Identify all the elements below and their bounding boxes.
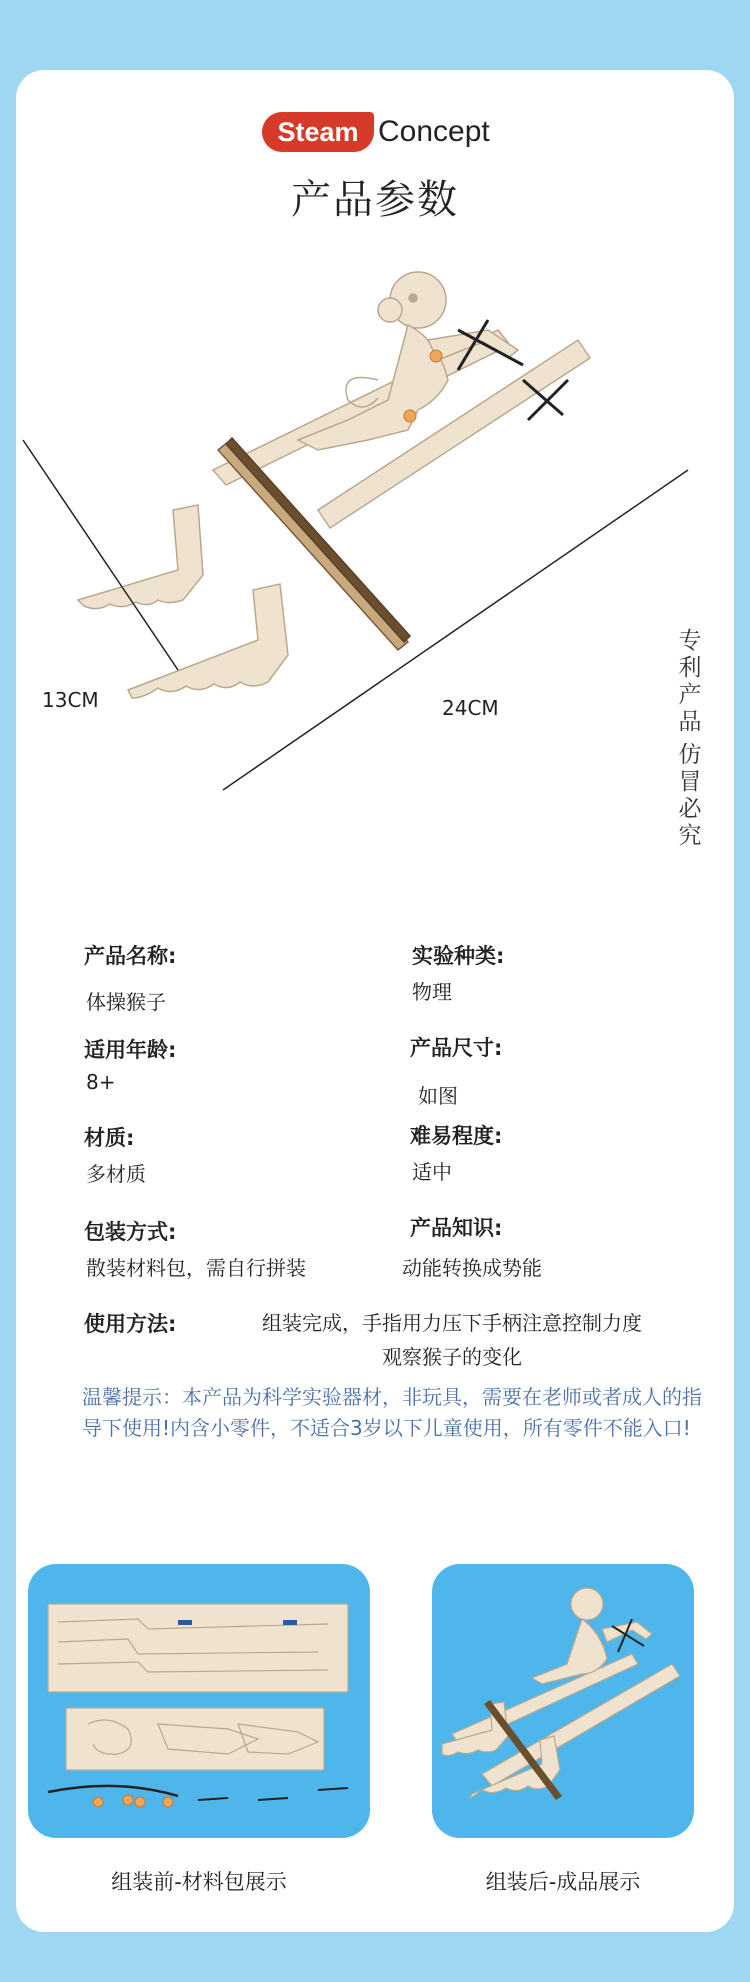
brand-logo <box>262 112 502 156</box>
patent-char: 专 <box>678 628 702 654</box>
spec-material-label: 材质: <box>84 1126 135 1150</box>
patent-note <box>676 628 704 850</box>
product-illustration <box>18 270 698 810</box>
spec-type-label: 实验种类: <box>412 944 505 968</box>
usage-label: 使用方法: <box>84 1312 177 1336</box>
dimension-width: 13CM <box>42 688 99 712</box>
patent-char: 利 <box>678 655 702 681</box>
spec-knowledge-value: 动能转换成势能 <box>402 1256 542 1280</box>
page-title: 产品参数 <box>291 177 459 223</box>
patent-char: 仿 <box>678 742 702 768</box>
spec-age-label: 适用年龄: <box>84 1038 177 1062</box>
spec-size-label: 产品尺寸: <box>410 1036 503 1060</box>
brand-steam: Steam <box>262 112 374 152</box>
patent-char: 冒 <box>678 769 702 795</box>
caption-after: 组装后-成品展示 <box>485 1870 641 1894</box>
caption-before: 组装前-材料包展示 <box>111 1870 287 1894</box>
spec-packaging-label: 包装方式: <box>84 1220 177 1244</box>
usage-line-2: 观察猴子的变化 <box>382 1345 522 1369</box>
spec-knowledge-label: 产品知识: <box>410 1216 503 1240</box>
spec-packaging-value: 散装材料包，需自行拼装 <box>86 1256 306 1280</box>
spec-size-value: 如图 <box>418 1084 458 1108</box>
usage-text <box>222 1306 682 1374</box>
patent-char: 品 <box>678 709 702 735</box>
warning-text: 温馨提示：本产品为科学实验器材，非玩具，需要在老师或者成人的指导下使用!内含小零件，不适合3岁以下儿童使用，所有零件不能入口! <box>82 1385 702 1440</box>
spec-name-value: 体操猴子 <box>86 990 166 1014</box>
brand-concept: Concept <box>378 115 490 148</box>
assembled-product-image <box>432 1564 694 1838</box>
spec-material-value: 多材质 <box>86 1162 146 1186</box>
patent-char: 必 <box>678 796 702 822</box>
spec-type-value: 物理 <box>412 980 452 1004</box>
patent-char: 究 <box>678 823 702 849</box>
photo-after-assembly <box>432 1564 694 1838</box>
kit-pieces-image <box>28 1564 370 1838</box>
usage-line-1: 组装完成，手指用力压下手柄注意控制力度 <box>262 1311 642 1335</box>
photo-before-assembly <box>28 1564 370 1838</box>
spec-difficulty-label: 难易程度: <box>410 1124 503 1148</box>
spec-difficulty-value: 适中 <box>412 1160 452 1184</box>
dimension-length: 24CM <box>442 696 499 720</box>
patent-char: 产 <box>678 682 702 708</box>
spec-name-label: 产品名称: <box>84 944 177 968</box>
spec-age-value: 8+ <box>86 1070 116 1094</box>
